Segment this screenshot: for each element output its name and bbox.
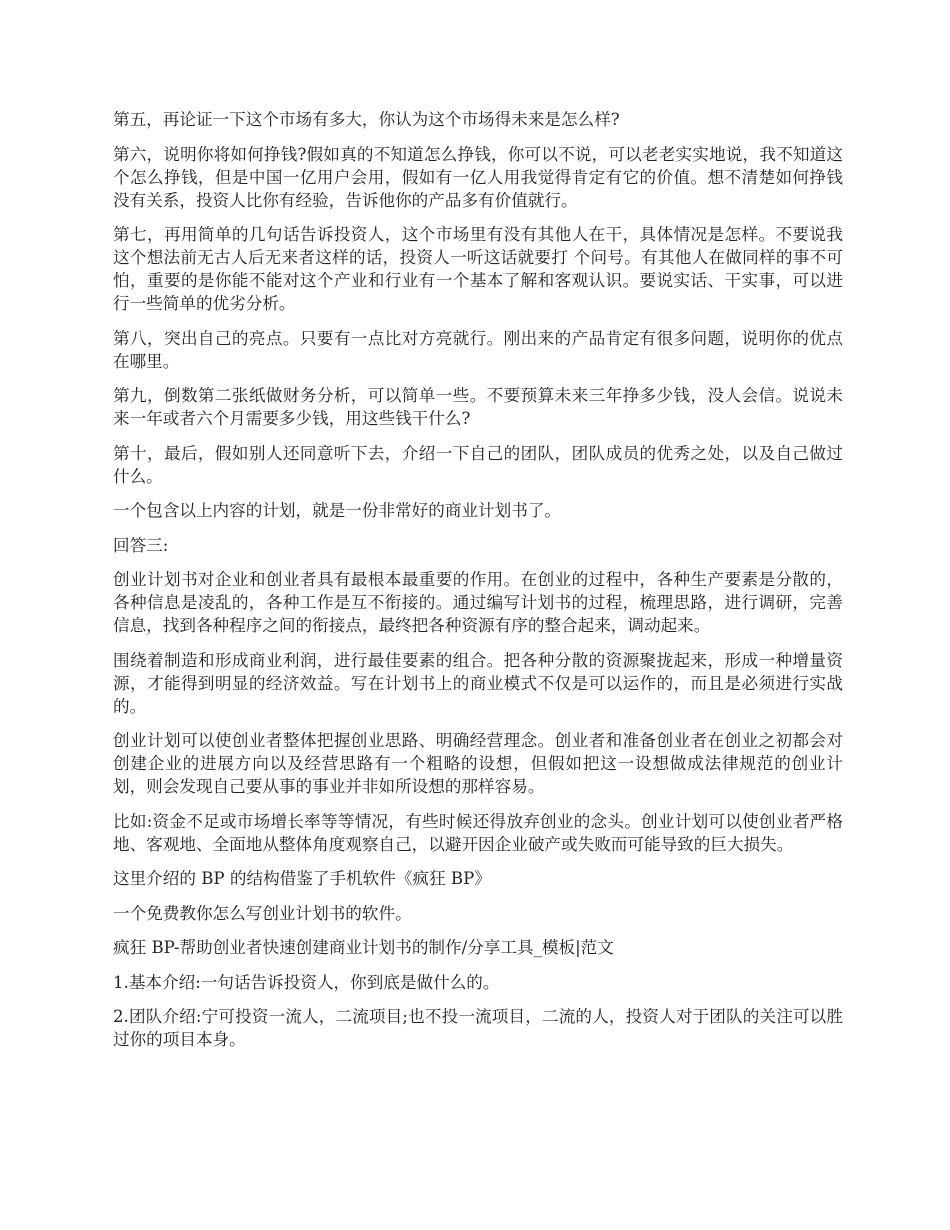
paragraph: 第九，倒数第二张纸做财务分析，可以简单一些。不要预算未来三年挣多少钱，没人会信。说说未来一年或者六个月需要多少钱，用这些钱干什么?	[113, 386, 843, 428]
list-item: 1.基本介绍:一句话告诉投资人，你到底是做什么的。	[113, 972, 500, 992]
document-page	[113, 108, 843, 1063]
section-heading: 回答三:	[113, 535, 169, 555]
paragraph: 第六，说明你将如何挣钱?假如真的不知道怎么挣钱，你可以不说，可以老老实实地说，我不知道这个怎么挣钱，但是中国一亿用户会用，假如有一亿人用我觉得肯定有它的价值。想不清楚如何挣钱没有关系，投资人比你有经验，告诉他你的产品多有价值就行。	[113, 144, 843, 210]
list-item: 2.团队介绍:宁可投资一流人，二流项目;也不投一流项目，二流的人，投资人对于团队的关注可以胜过你的项目本身。	[113, 1007, 843, 1049]
paragraph: 第八，突出自己的亮点。只要有一点比对方亮就行。刚出来的产品肯定有很多问题，说明你的优点在哪里。	[113, 328, 843, 371]
paragraph: 疯狂 BP-帮助创业者快速创建商业计划书的制作/分享工具_模板|范文	[113, 938, 614, 957]
paragraph: 比如:资金不足或市场增长率等等情况，有些时候还得放弃创业的念头。创业计划可以使创业者严格地、客观地、全面地从整体角度观察自己，以避开因企业破产或失败而可能导致的巨大损失。	[113, 811, 843, 854]
paragraph: 围绕着制造和形成商业利润，进行最佳要素的组合。把各种分散的资源聚拢起来，形成一种增量资源，才能得到明显的经济效益。写在计划书上的商业模式不仅是可以运作的，而且是必须进行实战的。	[113, 650, 843, 716]
paragraph: 第七，再用简单的几句话告诉投资人，这个市场里有没有其他人在干，具体情况是怎样。不要说我这个想法前无古人后无来者这样的话，投资人一听这话就要打 个问号。有其他人在做同样的事不可怕，重要的是你能不能对这个产业和行业有一个基本了解和客观认识。要说实话、干实事，可以进行一些简单的优劣分析。	[113, 225, 843, 313]
paragraph: 第五，再论证一下这个市场有多大，你认为这个市场得未来是怎么样?	[113, 110, 620, 129]
paragraph: 一个免费教你怎么写创业计划书的软件。	[113, 903, 412, 923]
paragraph: 创业计划可以使创业者整体把握创业思路、明确经营理念。创业者和准备创业者在创业之初都会对创建企业的进展方向以及经营思路有一个粗略的设想，但假如把这一设想做成法律规范的创业计划，则会发现自己要从事的事业并非如所设想的那样容易。	[113, 731, 843, 796]
paragraph: 这里介绍的 BP 的结构借鉴了手机软件《疯狂 BP》	[113, 869, 491, 888]
paragraph: 第十，最后，假如别人还同意听下去，介绍一下自己的团队，团队成员的优秀之处，以及自己做过什么。	[113, 443, 843, 486]
paragraph: 创业计划书对企业和创业者具有最根本最重要的作用。在创业的过程中，各种生产要素是分散的，各种信息是凌乱的，各种工作是互不衔接的。通过编写计划书的过程，梳理思路，进行调研，完善信息，找到各种程序之间的衔接点，最终把各种资源有序的整合起来，调动起来。	[113, 570, 843, 635]
paragraph: 一个包含以上内容的计划，就是一份非常好的商业计划书了。	[113, 501, 562, 520]
